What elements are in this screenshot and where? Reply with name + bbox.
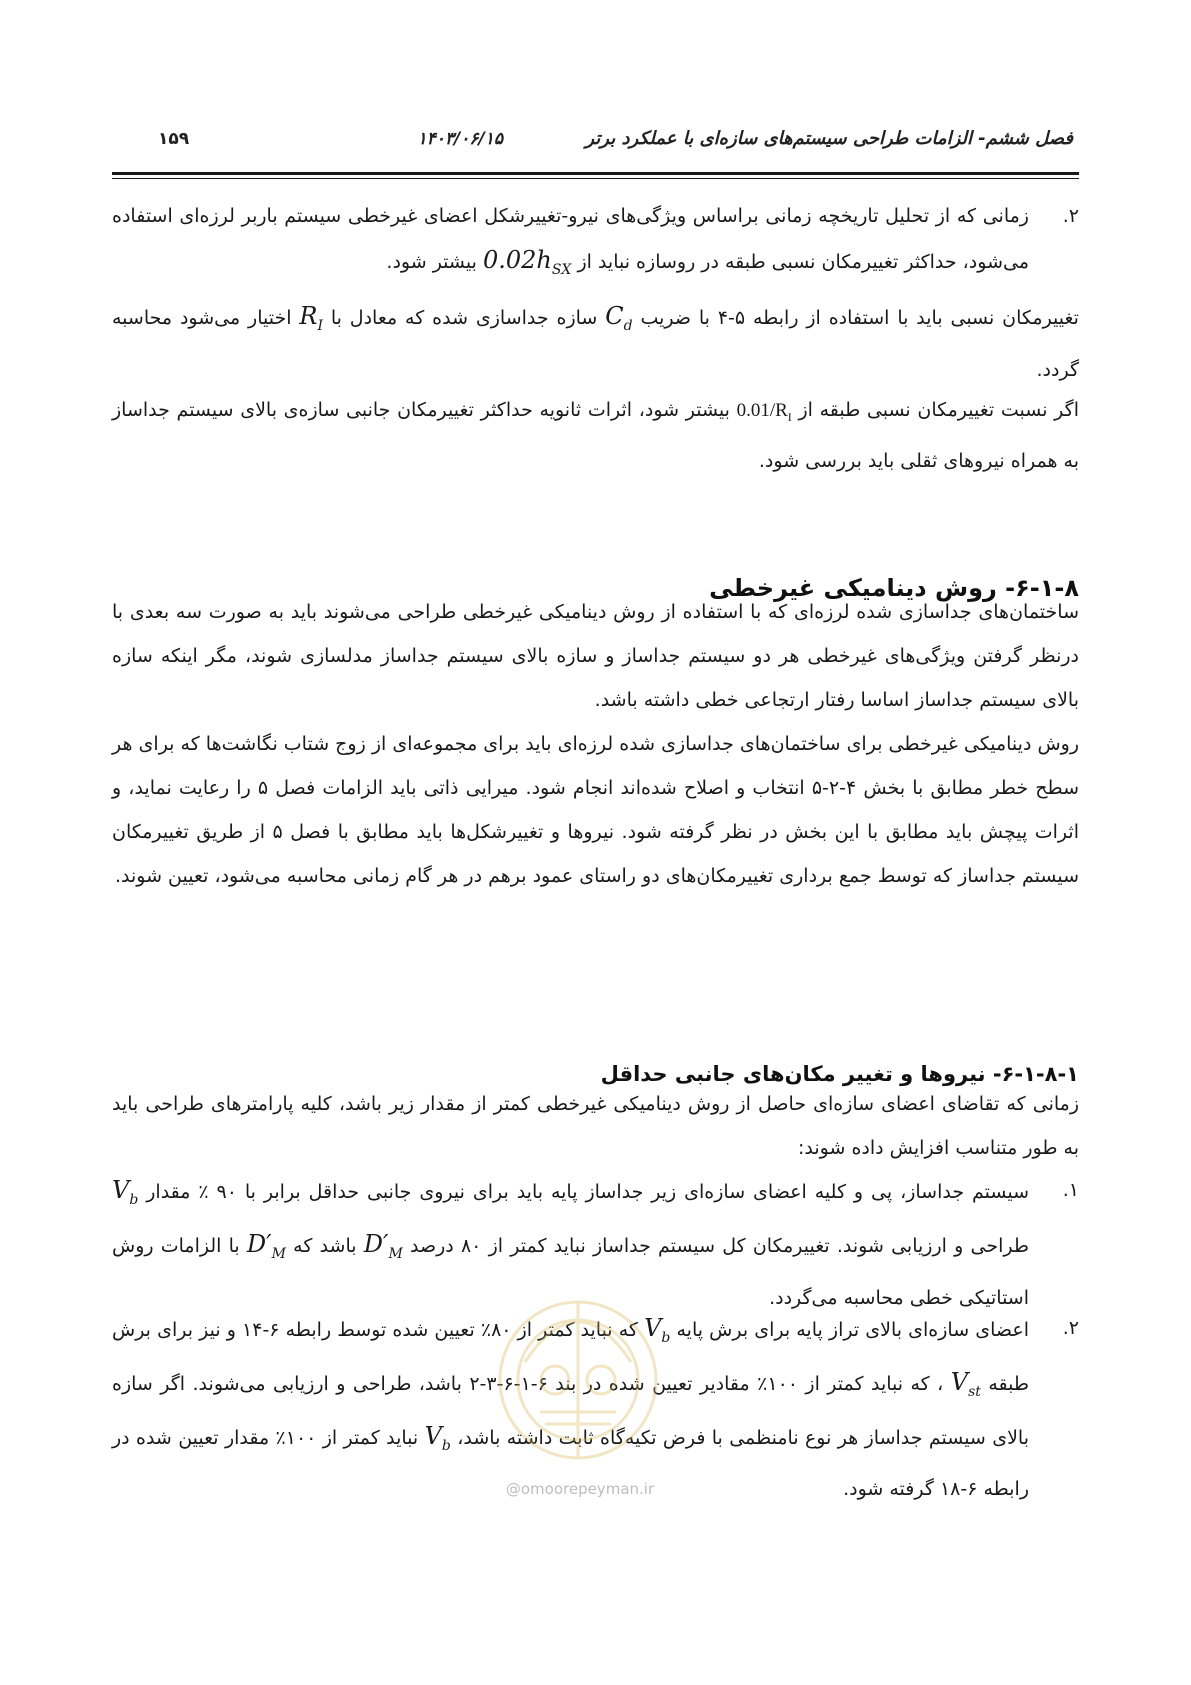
displacement-symbol: $D'_M$ — [246, 1229, 286, 1262]
base-shear-symbol: $V_b$ — [112, 1176, 139, 1208]
list-item-text: زمانی که از تحلیل تاریخچه زمانی براساس ویژگی‌های نیرو-تغییرشکل اعضای غیرخطی سیستم باربر لرزه‌ای — [179, 205, 1029, 227]
paragraph: روش دینامیکی غیرخطی برای ساختمان‌های جداسازی شده لرزه‌ای باید برای مجموعه‌ای از زوج شتاب نگاشت‌ها که برای هر سطح خطر مطابق با بخش ۴-۲-۵ انتخاب و اصلاح شده‌اند انجام شود. میرایی ذاتی باید الزامات فصل ۵ را رعایت نماید، و اثرات پیچش باید مطابق با این بخش در نظر گرفته شود. نیروها و تغییرشکل‌ها باید مطابق با فصل ۵ از طریق تغییرمکان سیستم جداساز که توسط جمع برداری تغییرمکان‌های دو راستای عمود برهم در هر گام زمانی محاسبه می‌شود، تعیین شوند. — [112, 733, 1080, 887]
base-shear-symbol: $V_b$ — [644, 1314, 671, 1346]
base-shear-symbol: $V_b$ — [424, 1421, 451, 1454]
header-rule-thin — [112, 178, 1079, 179]
drift-ratio-value: $0.01/R_I$ — [736, 400, 792, 424]
watermark-text: @omoorepeyman.ir — [505, 1480, 655, 1498]
header-rule-thick — [112, 172, 1079, 175]
running-header — [118, 128, 1073, 160]
watermark-logo-icon — [485, 1262, 671, 1482]
drift-limit-formula: $0.02h_{SX}$ — [482, 246, 572, 278]
story-shear-symbol: $V_{st}$ — [950, 1367, 981, 1400]
subsection-heading: ۶-۱-۸-۱- نیروها و تغییر مکان‌های جانبی حداقل — [600, 1062, 1079, 1086]
paragraph: اگر نسبت تغییرمکان نسبی طبقه از $0.01/R_I$ بیشتر شود، اثرات ثانویه حداکثر تغییرمکان جانبی سازه‌ی بالای سیستم جداساز به همراه نیروهای ثقلی باید بررسی شود. — [112, 399, 1079, 472]
paragraph: زمانی که تقاضای اعضای سازه‌ای حاصل از روش دینامیکی غیرخطی کمتر از مقدار زیر باشد، کلیه پارامترهای طراحی باید به طور متناسب افزایش داده شوند: — [112, 1093, 1079, 1159]
section-heading: ۶-۱-۸- روش دینامیکی غیرخطی — [709, 574, 1079, 602]
displacement-symbol: $D'_M$ — [363, 1229, 403, 1262]
cd-coefficient: $C_d$ — [605, 302, 633, 334]
chapter-title: فصل ششم- الزامات طراحی سیستم‌های سازه‌ای با عملکرد برتر — [585, 128, 1073, 149]
list-item: ۲. اعضای سازه‌ای بالای تراز پایه برای برش پایه $V_b$ که نباید کمتر از ۸۰٪ تعیین شده توسط رابطه ۶-۱۴ و نیز برای برش طبقه $V_{st}$ ، که نباید کمتر از ۱۰۰٪ مقادیر تعیین شده در بند ۶-۱-۶-۳-۲ باشد، طراحی و ارزیابی می‌شوند. اگر سازه بالای سیستم جداساز هر نوع نامنظمی با فرض تکیه‌گاه ثابت داشته باشد، $V_b$ نباید کمتر از ۱۰۰٪ مقدار تعیین شده در رابطه ۶-۱۸ گرفته شود. — [112, 1306, 1079, 1511]
list-item: ۱. سیستم جداساز، پی و کلیه اعضای سازه‌ای زیر جداساز پایه باید برای نیروی جانبی حداقل برابر با ۹۰ ٪ مقدار $V_b$ طراحی و ارزیابی شوند. تغییرمکان کل سیستم جداساز نباید کمتر از ۸۰ درصد $D'_M$ باشد که $D'_M$ با الزامات روش استاتیکی خطی محاسبه می‌گردد. — [112, 1168, 1079, 1320]
list-item: ۲. زمانی که از تحلیل تاریخچه زمانی براساس ویژگی‌های نیرو-تغییرشکل اعضای غیرخطی سیستم باربر لرزه‌ای استفاده می‌شود، حداکثر تغییرمکان نسبی طبقه در روسازه نباید از $0.02h_{SX}$ بیشتر شود. — [112, 194, 1079, 292]
list-item-number: ۱. — [1062, 1179, 1079, 1201]
list-item-number: ۲. — [1062, 205, 1079, 227]
page-number: ۱۵۹ — [158, 129, 190, 149]
paragraph: ساختمان‌های جداسازی شده لرزه‌ای که با استفاده از روش دینامیکی غیرخطی طراحی می‌شوند باید به صورت سه بعدی با درنظر گرفتن ویژگی‌های غیرخطی هر دو سیستم جداساز و سازه بالای سیستم جداساز مدلسازی شوند، مگر اینکه سازه بالای سیستم جداساز اساسا رفتار ارتجاعی خطی داشته باشد. — [112, 601, 1079, 711]
paragraph: تغییرمکان نسبی باید با استفاده از رابطه ۵-۴ با ضریب $C_d$ سازه جداسازی شده که معادل با $R_I$ اختیار می‌شود محاسبه گردد. — [112, 302, 1079, 381]
revision-date: ۱۴۰۳/۰۶/۱۵ — [417, 129, 503, 149]
list-item-number: ۲. — [1062, 1317, 1079, 1339]
ri-coefficient: $R_I$ — [299, 302, 323, 334]
